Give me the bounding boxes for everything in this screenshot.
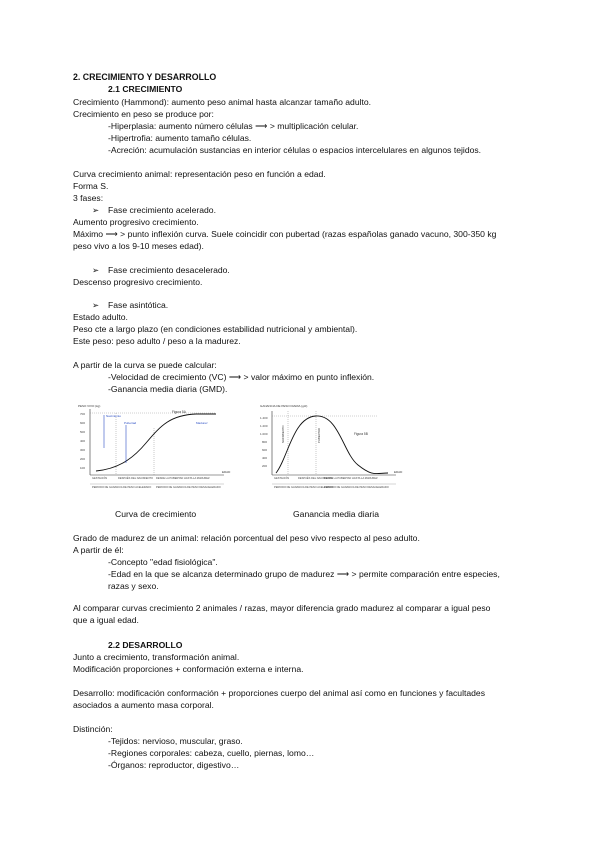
arrowhead-bullet-icon: ➢: [92, 205, 100, 215]
y-tick-label: 800: [262, 440, 268, 444]
period-label: PERIODO DE GANANCIA DE PESO DESACELERADO: [324, 486, 389, 489]
y-tick-label: 100: [80, 466, 86, 470]
list-item: -Ganancia media diaria (GMD).: [108, 384, 228, 394]
phase-label: DESPUÉS DEL NACIMIENTO: [298, 477, 334, 480]
daily-gain-curve-line: [276, 416, 388, 474]
text-line: A partir de él:: [73, 545, 124, 555]
text-line: Aumento progresivo crecimiento.: [73, 217, 199, 227]
text-line: Desarrollo: modificación conformación + proporciones cuerpo del animal así como en funciones y facultades: [73, 688, 486, 698]
y-tick-label: 400: [262, 456, 268, 460]
daily-gain-figure: [258, 403, 418, 503]
phase-label: DESDE LA PUBERTAD HASTA LA MADUREZ: [324, 477, 378, 480]
list-item: -Edad en la que se alcanza determinado grupo de madurez ⟶ > permite comparación entre especies,: [108, 569, 500, 579]
phase-title: Fase asintótica.: [108, 300, 169, 310]
annotation-puberty: Pubertad: [124, 421, 137, 425]
phase-bullet-item: [92, 265, 230, 276]
text-line: Peso cte a largo plazo (en condiciones estabilidad nutricional y ambiental).: [73, 324, 358, 334]
text-line: Distinción:: [73, 724, 113, 734]
text-line: Crecimiento en peso se produce por:: [73, 109, 214, 119]
figure-y-label: GANANCIA DE PESO DIARIA (g/d): [260, 404, 308, 408]
figure-label: Figura 5B: [354, 432, 368, 436]
list-item: -Velocidad de crecimiento (VC) ⟶ > valor máximo en punto inflexión.: [108, 372, 375, 382]
arrowhead-bullet-icon: ➢: [92, 300, 100, 310]
list-item: -Hiperplasia: aumento número células ⟶ > multiplicación celular.: [108, 121, 359, 131]
text-line: Crecimiento (Hammond): aumento peso animal hasta alcanzar tamaño adulto.: [73, 97, 372, 107]
annotation-puberty: PUBERTAD: [317, 428, 321, 443]
phase-title: Fase crecimiento acelerado.: [108, 205, 216, 215]
subsection-title-growth: 2.1 CRECIMIENTO: [108, 84, 183, 94]
text-line: Este peso: peso adulto / peso a la madurez.: [73, 336, 241, 346]
list-item: -Hipertrofia: aumento tamaño células.: [108, 133, 252, 143]
phase-bullet-item: [92, 205, 216, 216]
phase-title: Fase crecimiento desacelerado.: [108, 265, 230, 275]
phase-bullet-item: [92, 300, 168, 311]
growth-curve-figure: [76, 403, 236, 503]
annotation-birth: NACIMIENTO: [281, 425, 285, 443]
phase-label: GESTACIÓN: [92, 477, 108, 480]
list-item: -Regiones corporales: cabeza, cuello, piernas, lomo…: [108, 748, 315, 758]
phase-label: GESTACIÓN: [274, 477, 290, 480]
figure-caption-daily-gain: Ganancia media diaria: [293, 509, 379, 519]
y-tick-label: 200: [262, 464, 268, 468]
subsection-title-development: 2.2 DESARROLLO: [108, 640, 183, 650]
y-tick-label: 1.400: [260, 416, 268, 420]
text-line: Máximo ⟶ > punto inflexión curva. Suele coincidir con pubertad (razas españolas ganado vacuno, 300-350 kg: [73, 229, 497, 239]
text-line: asociados a aumento masa corporal.: [73, 700, 214, 710]
text-line: Forma S.: [73, 181, 109, 191]
y-tick-label: 500: [80, 430, 86, 434]
figure-caption-growth: Curva de crecimiento: [115, 509, 197, 519]
arrowhead-bullet-icon: ➢: [92, 265, 100, 275]
y-tick-label: 600: [80, 421, 86, 425]
x-axis-label: EDAD: [222, 470, 231, 474]
y-tick-label: 1.000: [260, 432, 268, 436]
text-line: Al comparar curvas crecimiento 2 animales / razas, mayor diferencia grado madurez al comparar a igual peso: [73, 603, 491, 613]
period-label: PERIODO DE GANANCIA DE PESO ACELERADO: [92, 486, 152, 489]
list-item: -Acreción: acumulación sustancias en interior células o espacios intercelulares en algunos tejidos.: [108, 145, 482, 155]
period-label: PERIODO DE GANANCIA DE PESO DESACELERADO: [156, 486, 221, 489]
y-tick-label: 1.200: [260, 424, 268, 428]
period-label: PERIODO DE GANANCIA DE PESO ACELERADO: [274, 486, 334, 489]
figure-label: Figura 5A: [172, 410, 186, 414]
list-item: -Tejidos: nervioso, muscular, graso.: [108, 736, 243, 746]
list-item: -Concepto "edad fisiológica".: [108, 557, 218, 567]
phase-label: DESDE LA PUBERTAD HASTA LA MADUREZ: [156, 477, 210, 480]
list-item: -Órganos: reproductor, digestivo…: [108, 760, 240, 770]
text-line: peso vivo a los 9-10 meses edad).: [73, 241, 204, 251]
x-axis-label: EDAD: [394, 470, 403, 474]
annotation-birth: Nacimiento: [106, 414, 122, 418]
text-line: Grado de madurez de un animal: relación porcentual del peso vivo respecto al peso adulto.: [73, 533, 420, 543]
text-line: Estado adulto.: [73, 312, 128, 322]
text-line: que a igual edad.: [73, 615, 139, 625]
text-line: Descenso progresivo crecimiento.: [73, 277, 203, 287]
y-tick-label: 700: [80, 412, 86, 416]
list-item: razas y sexo.: [108, 581, 159, 591]
y-tick-label: 400: [80, 439, 86, 443]
text-line: A partir de la curva se puede calcular:: [73, 360, 217, 370]
text-line: Curva crecimiento animal: representación peso en función a edad.: [73, 169, 326, 179]
annotation-maturity: Madurez: [196, 421, 208, 425]
text-line: Junto a crecimiento, transformación animal.: [73, 652, 240, 662]
text-line: Modificación proporciones + conformación externa e interna.: [73, 664, 304, 674]
phase-label: DESPUÉS DEL NACIMIENTO: [118, 477, 154, 480]
y-tick-label: 300: [80, 448, 86, 452]
figure-y-label: PESO VIVO (kg): [78, 404, 101, 408]
y-tick-label: 200: [80, 457, 86, 461]
y-tick-label: 600: [262, 448, 268, 452]
section-title: 2. CRECIMIENTO Y DESARROLLO: [73, 72, 217, 82]
text-line: 3 fases:: [73, 193, 104, 203]
